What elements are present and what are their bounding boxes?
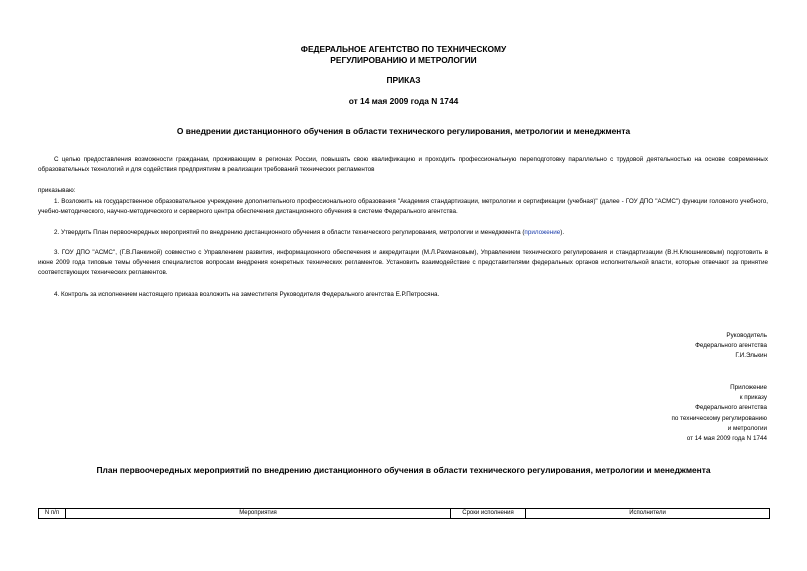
item-2-suffix: ). <box>560 229 565 236</box>
appendix-line-3: Федерального агентства <box>695 404 767 412</box>
col-executors: Исполнители <box>526 509 770 519</box>
agency-name-line1: ФЕДЕРАЛЬНОЕ АГЕНТСТВО ПО ТЕХНИЧЕСКОМУ <box>300 44 507 54</box>
item-2 <box>38 228 768 238</box>
signature-title: Руководитель <box>726 332 767 339</box>
item-3: 3. ГОУ ДПО "АСМС", (Г.В.Панкиной) совместно с Управлением развития, информационного обеспечения и аккредитации (М.Л.Рахмановым), Управлением технического регулирования и стандартизации (В.Н.Клюшниковым) подготовить в июне 2009 года типовые темы обучения специалистов вопросам внедрения конкретных технических регламентов. Установить взаимодействие с представителями федеральных органов исполнительной власти, которые отвечают за принятие соответствующих технических регламентов. <box>38 249 768 277</box>
appendix-line-6: от 14 мая 2009 года N 1744 <box>686 435 767 443</box>
order-word: приказываю: <box>38 187 76 194</box>
item-1: 1. Возложить на государственное образовательное учреждение дополнительного профессионального образования "Академия стандартизации, метрологии и сертификации (учебная)" (далее - ГОУ ДПО "АСМС") функции головного учебного, учебно-методического, научно-методического и серверного центра обеспечения дистанционного обучения в системе Федерального агентства. <box>38 198 768 216</box>
doc-title: О внедрении дистанционного обучения в области технического регулирования, метрологии и менеджмента <box>176 126 631 136</box>
signature-name: Г.И.Элькин <box>735 352 767 360</box>
col-deadlines: Сроки исполнения <box>451 509 526 519</box>
signature-agency: Федерального агентства <box>695 342 767 350</box>
table-header-row <box>39 509 770 519</box>
col-number: N п/п <box>39 509 66 519</box>
appendix-line-1: Приложение <box>730 384 767 391</box>
plan-title: План первоочередных мероприятий по внедрению дистанционного обучения в области технического регулирования, метрологии и менеджмента <box>96 465 711 475</box>
col-activities: Мероприятия <box>66 509 451 519</box>
appendix-link[interactable]: приложение <box>524 229 561 236</box>
agency-name-line2: РЕГУЛИРОВАНИЮ И МЕТРОЛОГИИ <box>330 55 477 65</box>
appendix-block <box>671 383 767 444</box>
doc-date: от 14 мая 2009 года N 1744 <box>348 96 459 106</box>
appendix-line-5: и метрологии <box>727 424 767 432</box>
item-2-text: 2. Утвердить План первоочередных мероприятий по внедрению дистанционного обучения в области технического регулирования, метрологии и менеджмента ( <box>54 229 525 236</box>
item-4: 4. Контроль за исполнением настоящего приказа возложить на заместителя Руководителя Федерального агентства Е.Р.Петросяна. <box>54 291 440 298</box>
plan-table <box>38 508 770 519</box>
intro-paragraph: С целью предоставления возможности гражданам, проживающим в регионах России, повышать свою квалификацию и проходить профессиональную переподготовку параллельно с трудовой деятельностью на основе современных образовательных технологий и для содействия предприятиям в реализации требований технических регламентов <box>38 156 768 174</box>
appendix-line-4: по техническому регулированию <box>671 414 767 422</box>
doc-type: ПРИКАЗ <box>386 75 421 85</box>
appendix-line-2: к приказу <box>739 394 767 402</box>
signature-block <box>695 331 767 362</box>
